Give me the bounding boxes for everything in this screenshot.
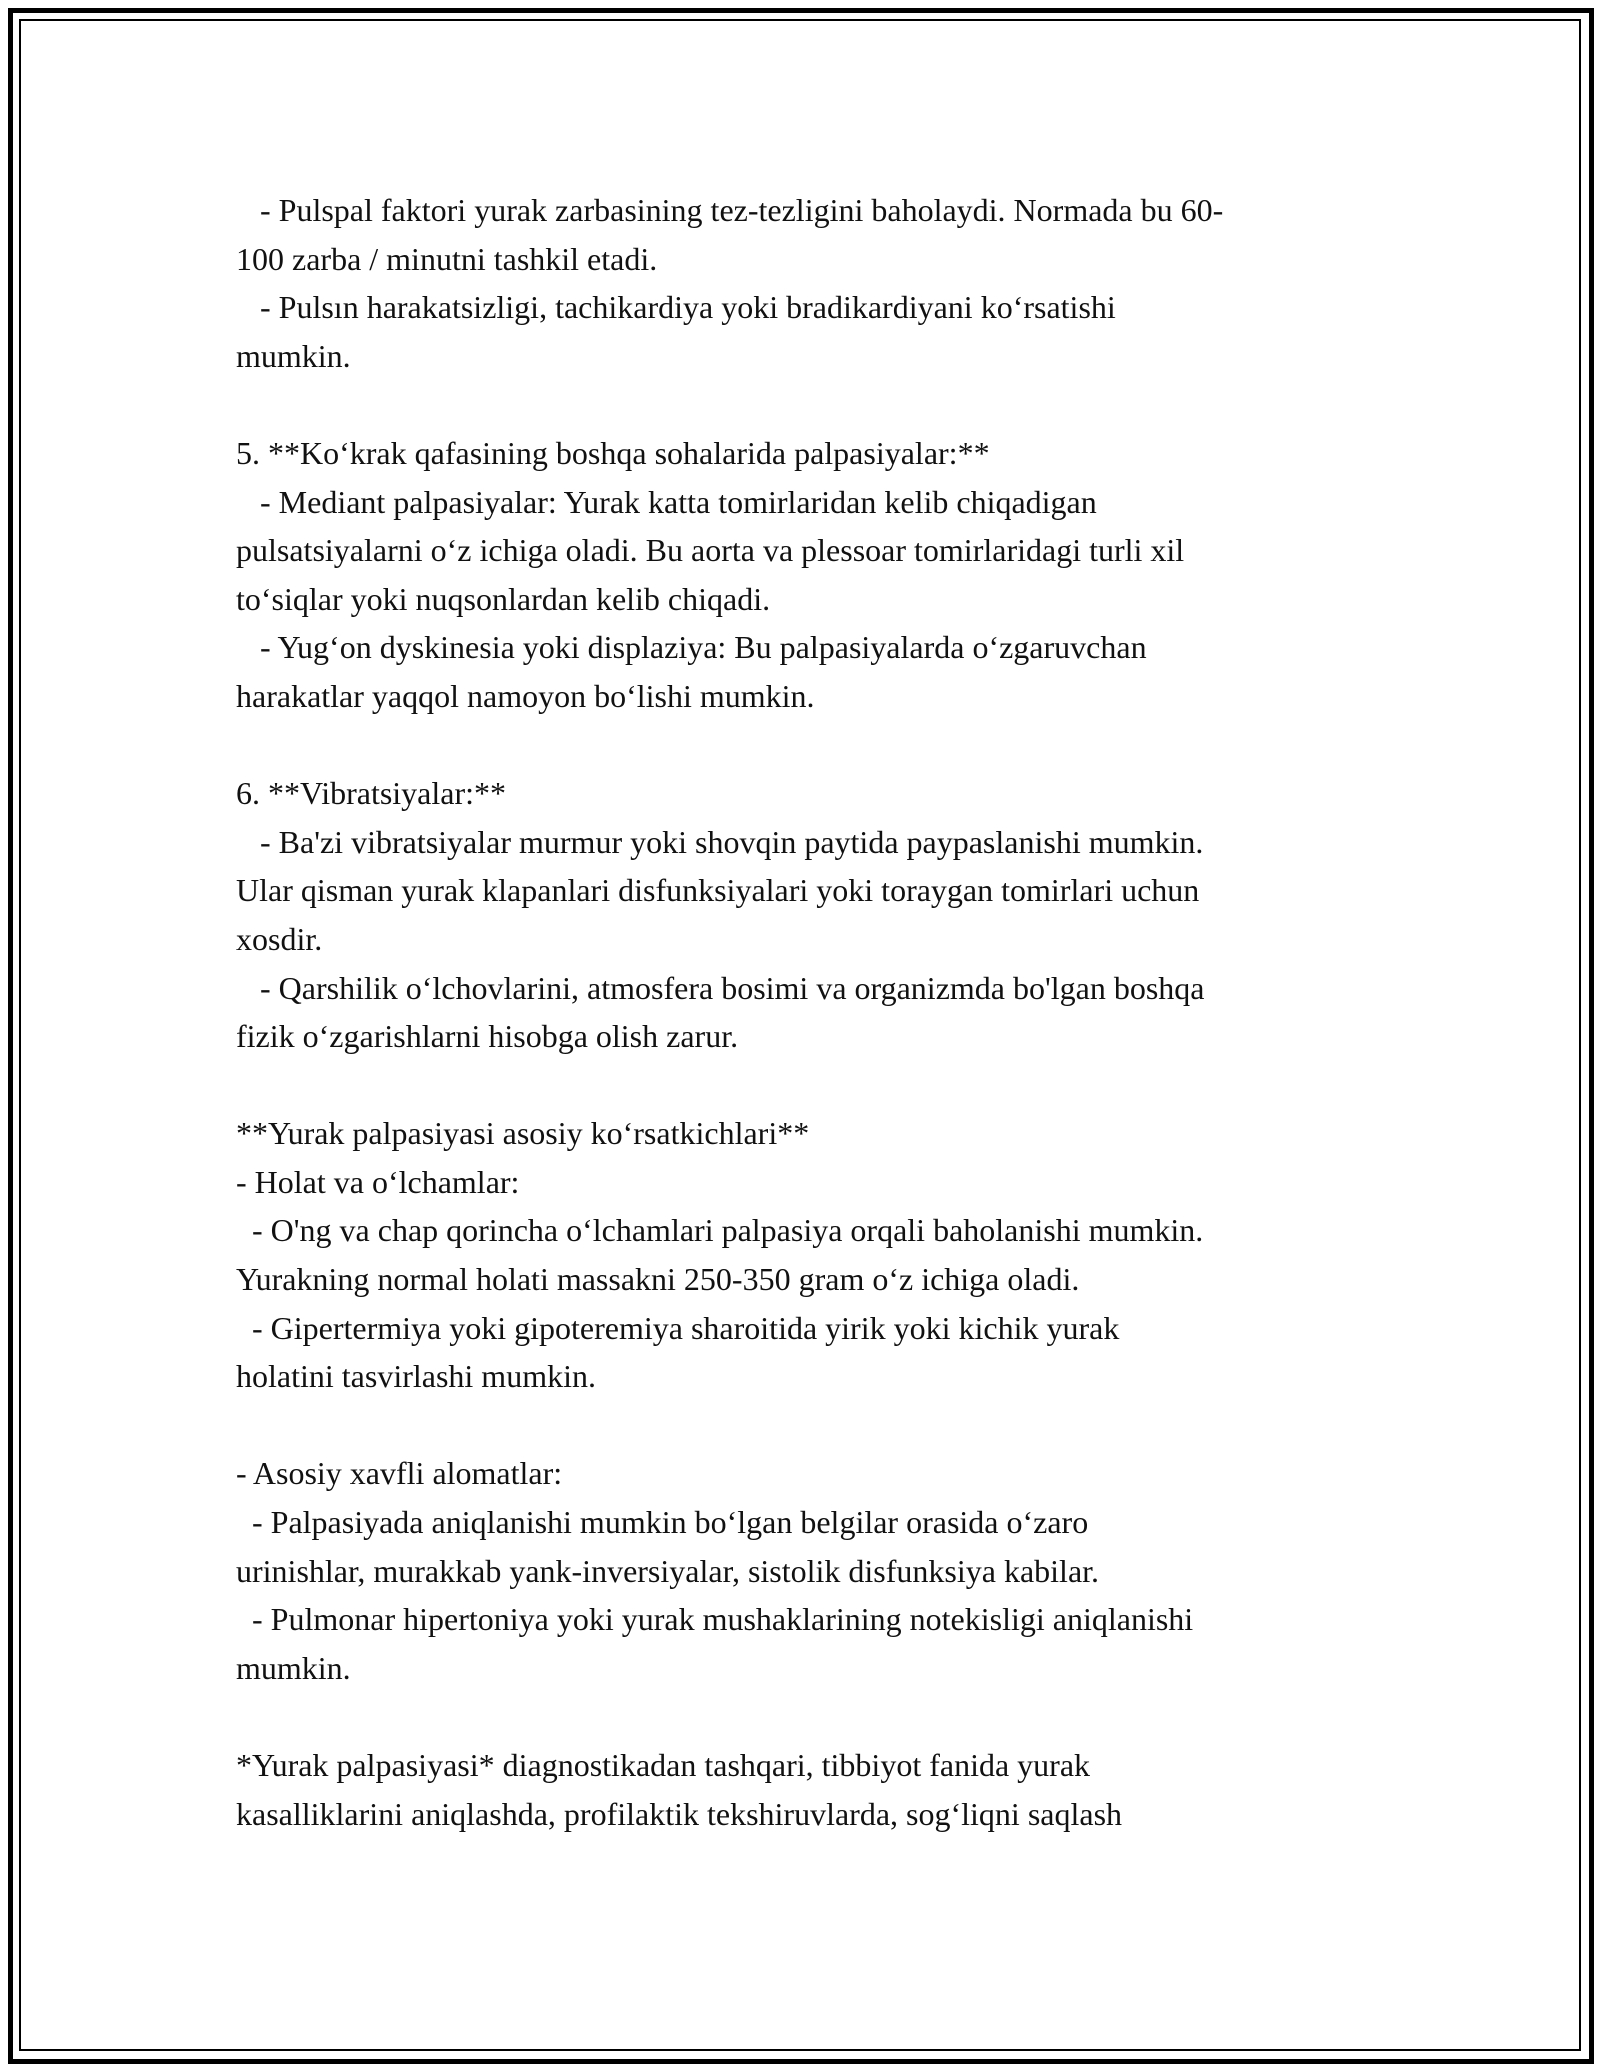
section-heading: **Yurak palpasiyasi asosiy ko‘rsatkichlari** [236, 1115, 810, 1152]
text-line: - Asosiy xavfli alomatlar: [236, 1455, 563, 1492]
text-line: mumkin. [236, 337, 351, 374]
text-line: to‘siqlar yoki nuqsonlardan kelib chiqadi. [236, 580, 771, 617]
text-line: pulsatsiyalarni o‘z ichiga oladi. Bu aorta va plessoar tomirlaridagi turli xil [236, 532, 1185, 569]
blank-line [236, 721, 1376, 770]
text-line: - Mediant palpasiyalar: Yurak katta tomirlaridan kelib chiqadigan [236, 483, 1097, 520]
text-line: mumkin. [236, 1649, 351, 1686]
text-line: - Pulmonar hipertoniya yoki yurak mushaklarining notekisligi aniqlanishi [236, 1601, 1194, 1638]
text-line: - Pulspal faktori yurak zarbasining tez-tezligini baholaydi. Normada bu 60- [236, 192, 1224, 228]
blank-line [236, 1061, 1376, 1110]
text-line: kasalliklarini aniqlashda, profilaktik tekshiruvlarda, sog‘liqni saqlash [236, 1795, 1123, 1832]
blank-line [236, 380, 1376, 429]
text-line: holatini tasvirlashi mumkin. [236, 1358, 596, 1395]
text-line: - Ba'zi vibratsiyalar murmur yoki shovqin paytida paypaslanishi mumkin. [236, 823, 1204, 860]
blank-line [236, 1692, 1376, 1741]
text-line: - Qarshilik o‘lchovlarini, atmosfera bosimi va organizmda bo'lgan boshqa [236, 969, 1205, 1006]
text-line: - Holat va o‘lchamlar: [236, 1163, 520, 1200]
section-heading: 5. **Ko‘krak qafasining boshqa sohalarida palpasiyalar:** [236, 434, 990, 471]
text-line: urinishlar, murakkab yank-inversiyalar, sistolik disfunksiya kabilar. [236, 1552, 1100, 1589]
text-line: - Palpasiyada aniqlanishi mumkin bo‘lgan belgilar orasida o‘zaro [236, 1504, 1089, 1541]
text-line: - Gipertermiya yoki gipoteremiya sharoitida yirik yoki kichik yurak [236, 1309, 1120, 1346]
text-line: Yurakning normal holati massakni 250-350 gram o‘z ichiga oladi. [236, 1261, 1080, 1298]
text-line: - O'ng va chap qorincha o‘lchamlari palpasiya orqali baholanishi mumkin. [236, 1212, 1204, 1249]
text-line: Ular qisman yurak klapanlari disfunksiyalari yoki toraygan tomirlari uchun [236, 872, 1200, 909]
document-body [236, 186, 1376, 1838]
text-line: harakatlar yaqqol namoyon bo‘lishi mumkin. [236, 677, 815, 714]
text-line: fizik o‘zgarishlarni hisobga olish zarur. [236, 1018, 739, 1055]
text-line: 100 zarba / minutni tashkil etadi. [236, 240, 658, 277]
text-line: *Yurak palpasiyasi* diagnostikadan tashqari, tibbiyot fanida yurak [236, 1747, 1091, 1783]
text-line: xosdir. [236, 920, 323, 957]
section-heading: 6. **Vibratsiyalar:** [236, 775, 507, 812]
text-line: - Yug‘on dyskinesia yoki displaziya: Bu palpasiyalarda o‘zgaruvchan [236, 629, 1147, 666]
blank-line [236, 1401, 1376, 1450]
text-line: - Pulsın harakatsizligi, tachikardiya yoki bradikardiyani ko‘rsatishi [236, 289, 1116, 326]
